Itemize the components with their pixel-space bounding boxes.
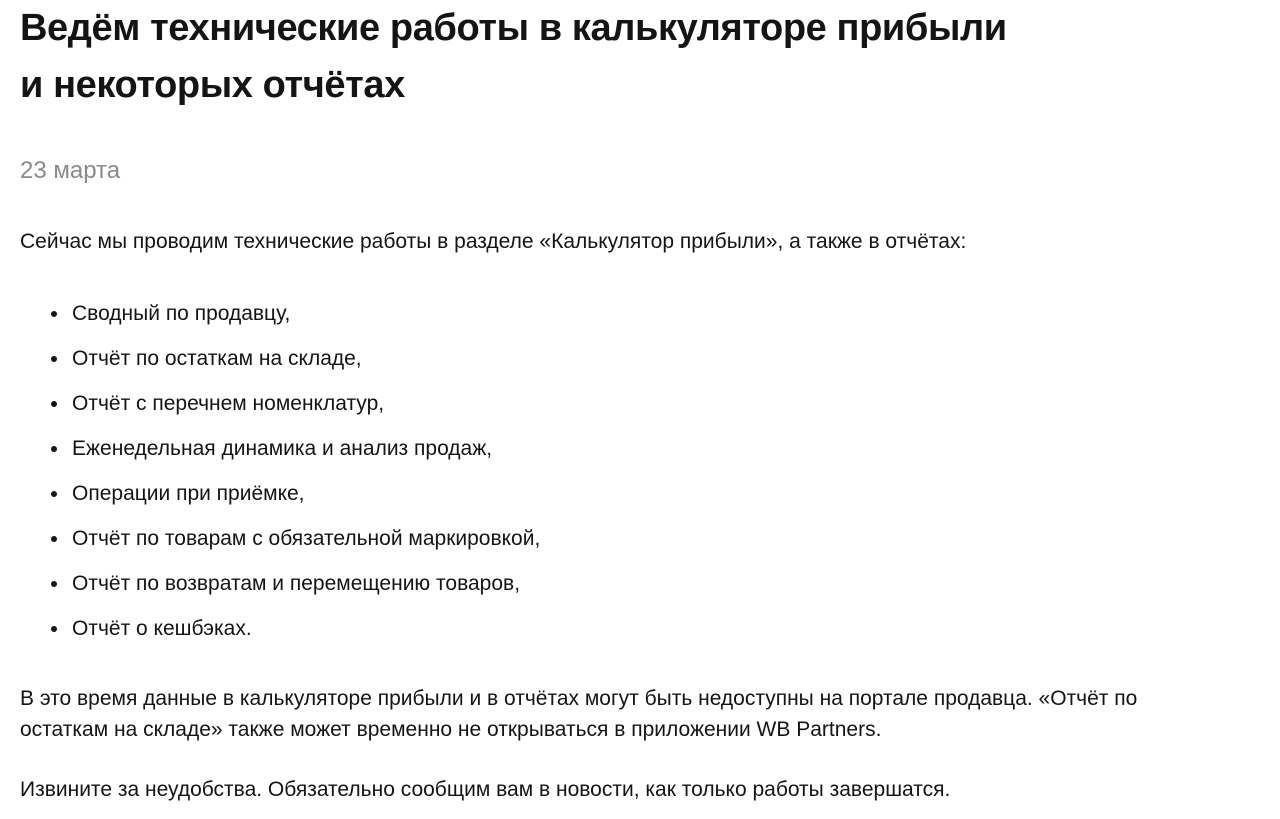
article-intro: Сейчас мы проводим технические работы в разделе «Калькулятор прибыли», а также в отчётах:: [20, 230, 967, 253]
report-list-item: • Отчёт по товарам с обязательной маркировкой,: [70, 523, 1260, 554]
article-availability-note: В это время данные в калькуляторе прибыли и в отчётах могут быть недоступны на портале продавца. «Отчёт по остаткам на складе» также может временно не открываться в приложении WB Partners.: [20, 687, 1138, 741]
article-title-line-1: Ведём технические работы в калькуляторе прибыли: [20, 7, 1007, 49]
report-list-item: • Отчёт с перечнем номенклатур,: [70, 388, 1260, 419]
article-date: 23 марта: [20, 157, 121, 184]
report-list-item: • Сводный по продавцу,: [70, 298, 1260, 329]
reports-list: [20, 298, 1260, 644]
report-list-item: • Еженедельная динамика и анализ продаж,: [70, 433, 1260, 464]
article-title-line-2: и некоторых отчётах: [20, 64, 405, 106]
report-list-item: • Отчёт о кешбэках.: [70, 613, 1260, 644]
report-list-item: • Отчёт по остаткам на складе,: [70, 343, 1260, 374]
report-list-item: • Операции при приёмке,: [70, 478, 1260, 509]
report-list-item: • Отчёт по возвратам и перемещению товаров,: [70, 568, 1260, 599]
article-apology-note: Извините за неудобства. Обязательно сообщим вам в новости, как только работы завершатся.: [20, 778, 951, 801]
article-title: [20, 0, 1260, 114]
